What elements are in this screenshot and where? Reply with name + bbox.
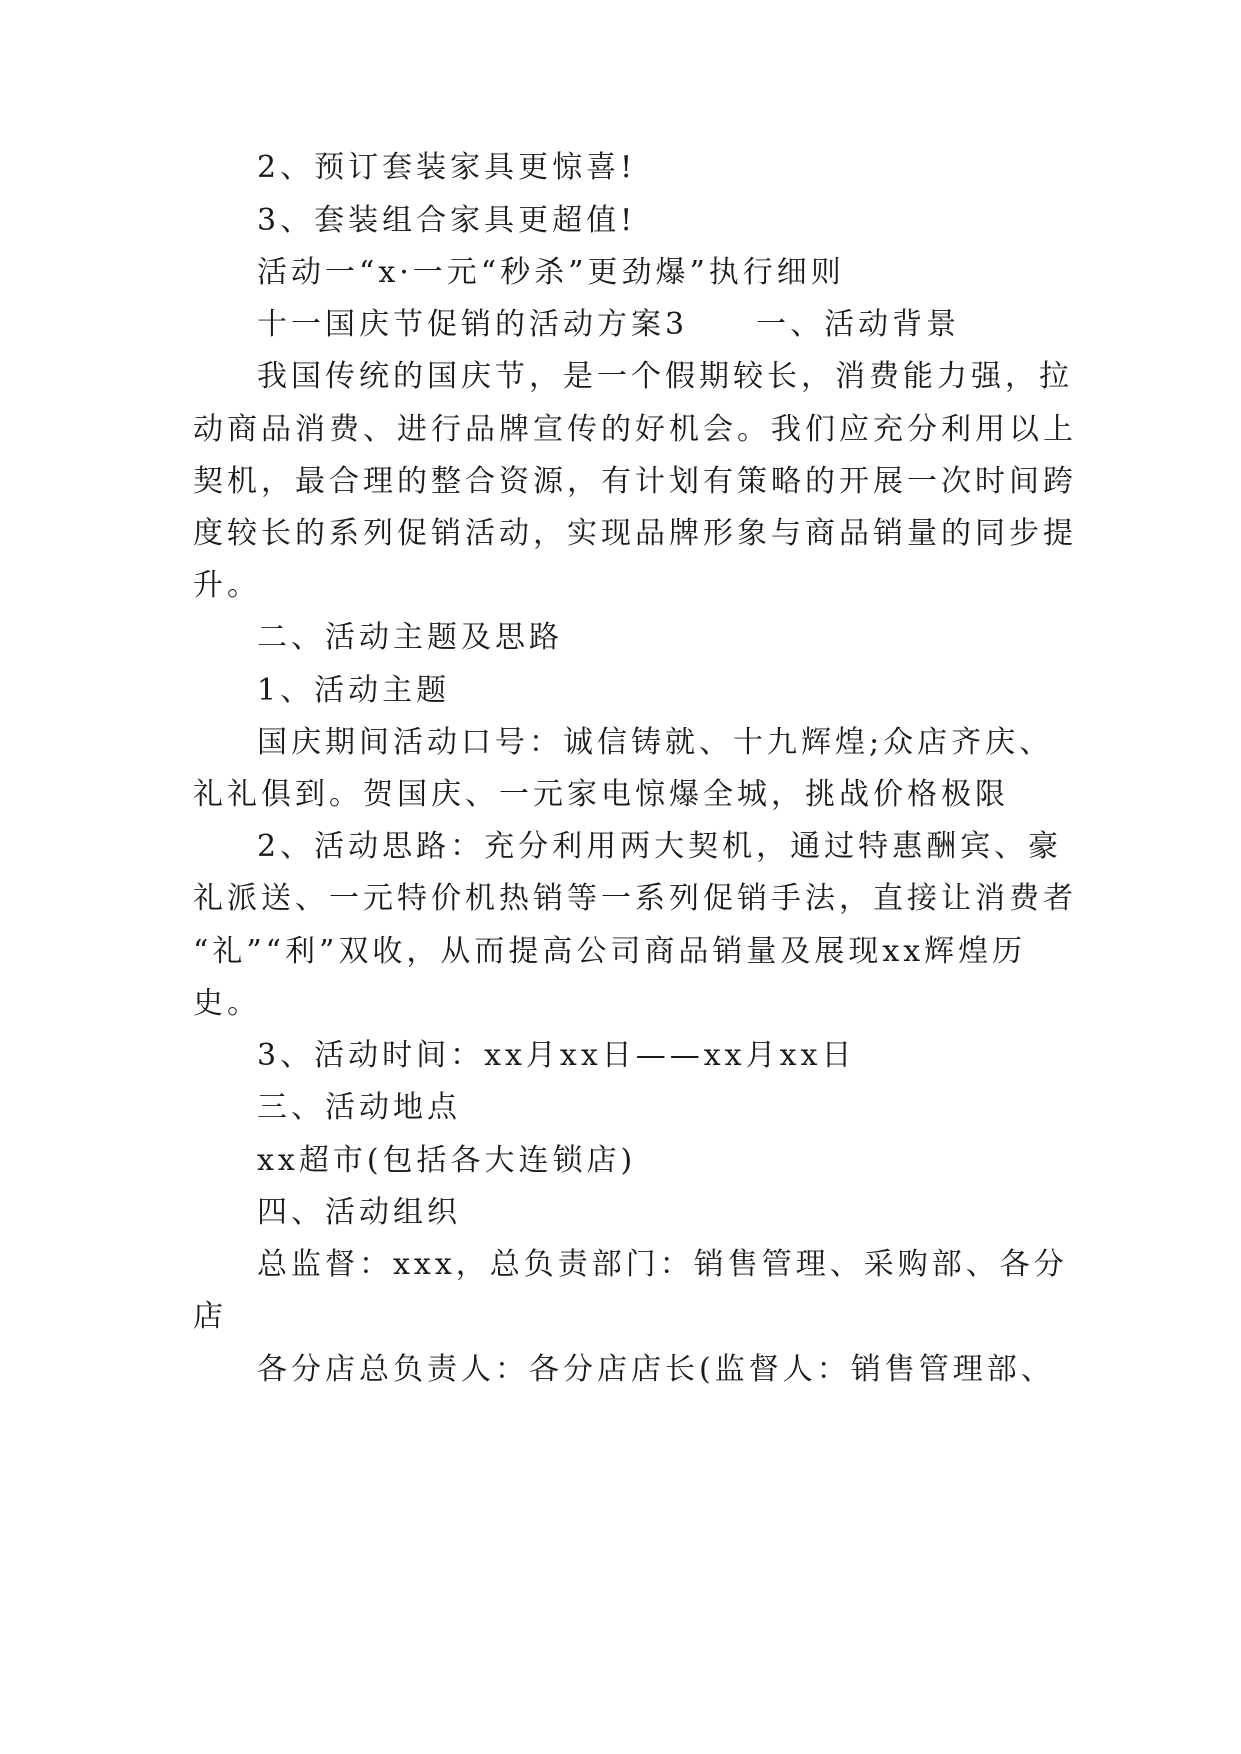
paragraph-line: 2、预订套装家具更惊喜!	[257, 150, 637, 185]
paragraph-line: 2、活动思路：充分利用两大契机，通过特惠酬宾、豪	[257, 829, 1063, 864]
paragraph-line: 度较长的系列促销活动，实现品牌形象与商品销量的同步提	[193, 516, 1077, 551]
paragraph-line: 三、活动地点	[257, 1090, 461, 1125]
paragraph-line: 契机，最合理的整合资源，有计划有策略的开展一次时间跨	[193, 464, 1077, 499]
paragraph-line: 3、套装组合家具更超值!	[257, 203, 637, 238]
paragraph-line: 1、活动主题	[257, 673, 451, 708]
paragraph-line: 总监督：xxx，总负责部门：销售管理、采购部、各分	[257, 1247, 1068, 1282]
paragraph-line: 各分店总负责人：各分店店长(监督人：销售管理部、	[257, 1352, 1055, 1387]
paragraph-line: 我国传统的国庆节，是一个假期较长，消费能力强，拉	[257, 359, 1073, 394]
paragraph-line: 店	[193, 1299, 227, 1334]
paragraph-line: 国庆期间活动口号：诚信铸就、十九辉煌;众店齐庆、	[257, 725, 1054, 760]
paragraph-line: xx超市(包括各大连锁店)	[257, 1143, 637, 1178]
paragraph-line: 礼礼俱到。贺国庆、一元家电惊爆全城，挑战价格极限	[193, 777, 1009, 812]
paragraph-line: “礼”“利”双收，从而提高公司商品销量及展现xx辉煌历	[193, 934, 1027, 969]
paragraph-line: 升。	[193, 568, 261, 603]
paragraph-line: 四、活动组织	[257, 1195, 461, 1230]
paragraph-line: 动商品消费、进行品牌宣传的好机会。我们应充分利用以上	[193, 412, 1077, 447]
paragraph-line: 史。	[193, 986, 261, 1021]
paragraph-line: 礼派送、一元特价机热销等一系列促销手法，直接让消费者	[193, 881, 1077, 916]
paragraph-line: 3、活动时间：xx月xx日——xx月xx日	[257, 1038, 856, 1073]
paragraph-line: 十一国庆节促销的活动方案3 一、活动背景	[257, 307, 961, 342]
paragraph-line: 活动一“x·一元“秒杀”更劲爆”执行细则	[257, 255, 845, 290]
paragraph-line: 二、活动主题及思路	[257, 620, 563, 655]
